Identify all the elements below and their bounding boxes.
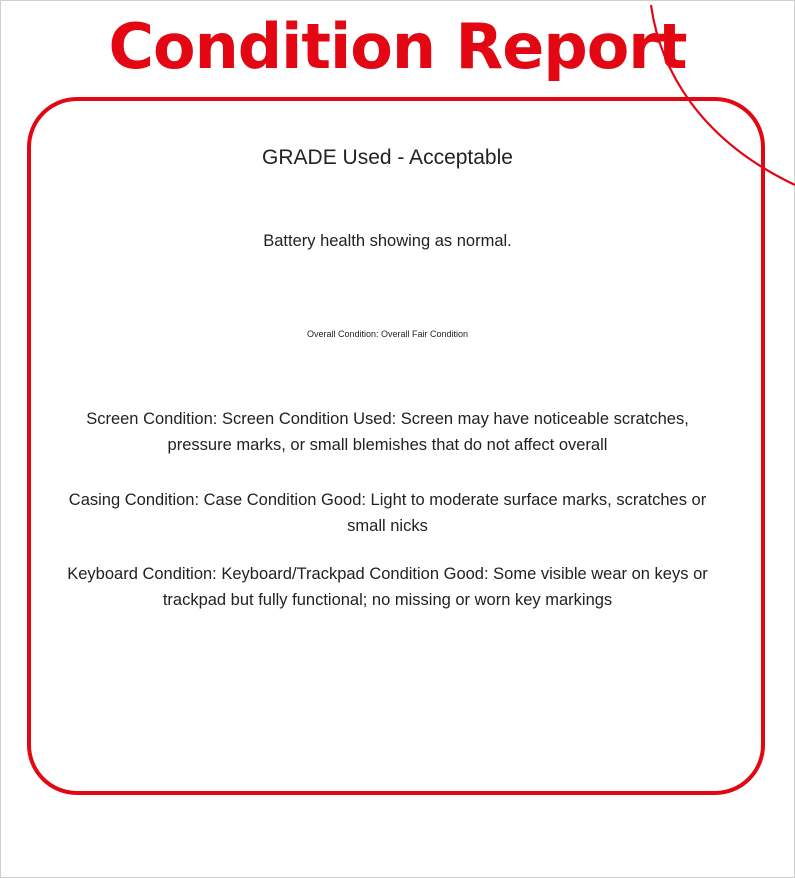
overall-condition-text: Overall Condition: Overall Fair Condition	[306, 329, 469, 339]
grade-text: GRADE Used - Acceptable	[262, 146, 513, 169]
screen-condition-text: Screen Condition: Screen Condition Used: Screen may have noticeable scratches, pressure marks, or small blemishes that do not affect overall	[86, 410, 689, 454]
page-title: Condition Report	[108, 10, 687, 83]
battery-text: Battery health showing as normal.	[263, 232, 512, 250]
keyboard-condition-text: Keyboard Condition: Keyboard/Trackpad Condition Good: Some visible wear on keys or trackpad but fully functional; no missing or worn key markings	[67, 565, 708, 609]
casing-condition-text: Casing Condition: Case Condition Good: Light to moderate surface marks, scratches or small nicks	[68, 491, 707, 535]
